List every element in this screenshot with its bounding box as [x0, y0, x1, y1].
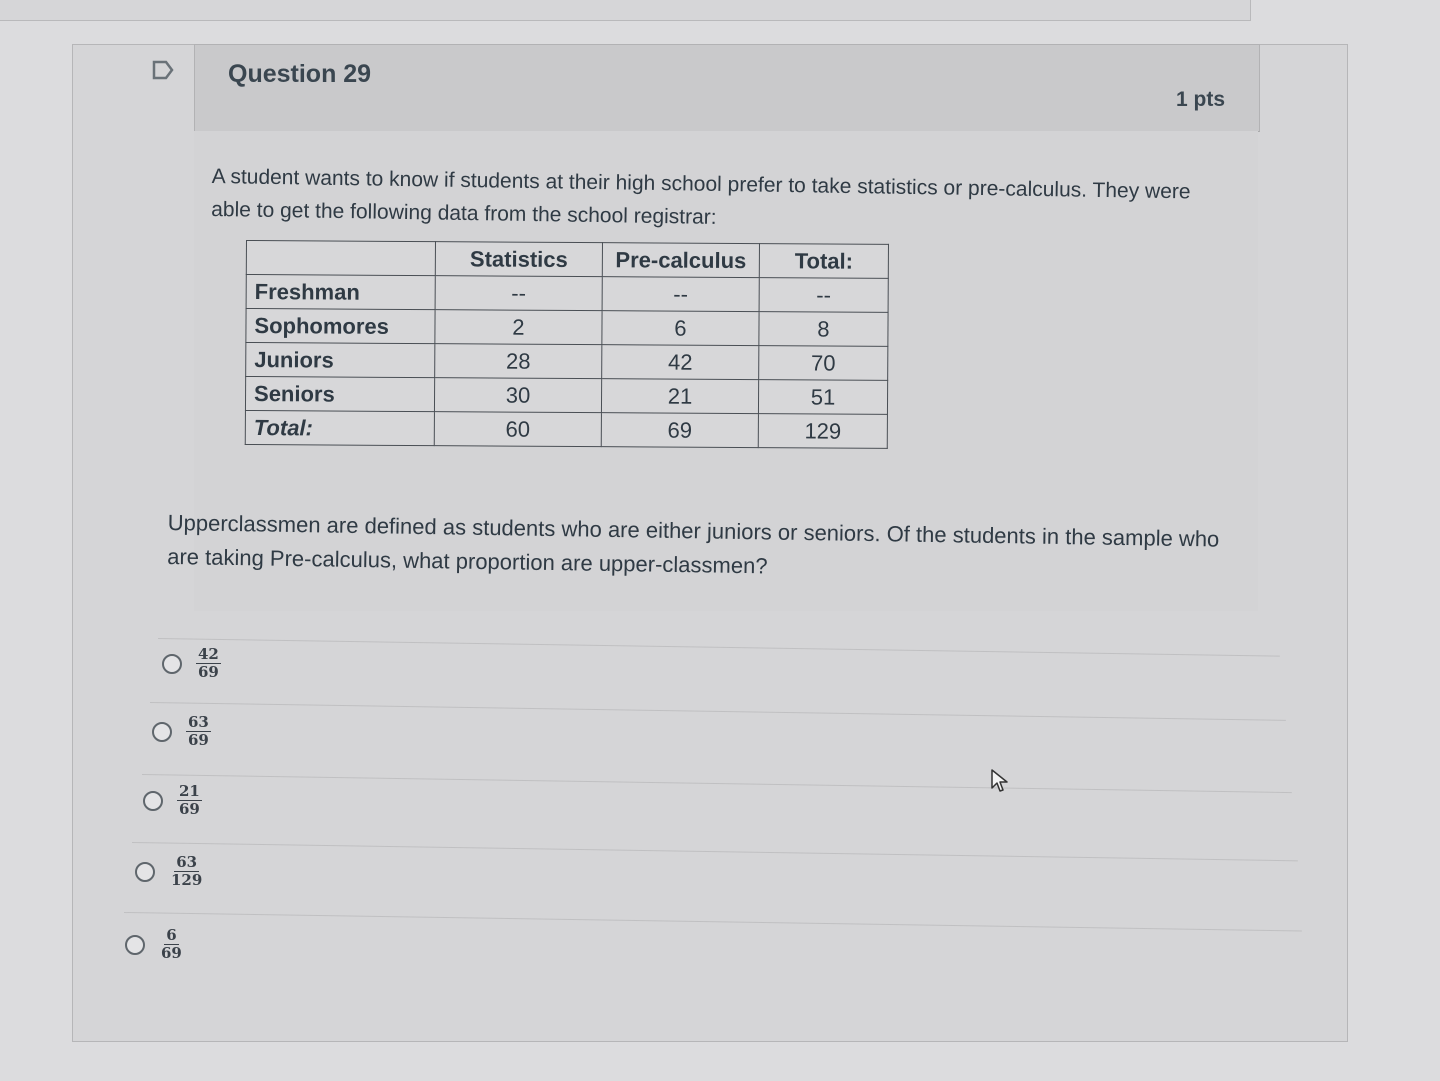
answer-option[interactable]	[135, 854, 204, 889]
fraction-numerator: 42	[198, 645, 219, 663]
fraction-numerator: 6	[166, 926, 177, 944]
radio-unselected-icon[interactable]	[143, 791, 163, 811]
table-cell: 21	[601, 379, 758, 414]
radio-unselected-icon[interactable]	[152, 722, 172, 742]
table-header-cell	[246, 241, 435, 276]
question-prompt-text: Upperclassmen are defined as students who are either juniors or seniors. Of the students in the sample who are taking Pre-calculus, what proportion are upper-classmen?	[167, 509, 1220, 579]
answer-option[interactable]	[125, 927, 184, 962]
fraction-denominator: 69	[198, 663, 219, 681]
table-cell: 70	[759, 346, 888, 381]
fraction-numerator: 63	[188, 713, 209, 731]
table-cell: 42	[602, 345, 759, 380]
answer-fraction	[159, 927, 184, 962]
table-cell: 2	[435, 310, 602, 345]
answer-option[interactable]	[143, 783, 202, 818]
registrar-data-table	[245, 240, 889, 449]
table-row	[246, 309, 888, 347]
fraction-denominator: 69	[179, 800, 200, 818]
answer-option[interactable]	[152, 714, 211, 749]
fraction-denominator: 129	[171, 871, 203, 889]
row-label: Juniors	[246, 343, 435, 378]
question-intro-text: A student wants to know if students at their high school prefer to take statistics or pre-calculus. They were able to get the following data from the school registrar:	[211, 164, 1191, 229]
row-label: Seniors	[245, 377, 434, 412]
radio-unselected-icon[interactable]	[162, 654, 182, 674]
answer-option[interactable]	[162, 646, 221, 681]
answer-fraction	[177, 783, 202, 818]
table-cell: 51	[758, 380, 887, 415]
previous-question-card-edge	[0, 0, 1251, 21]
answer-fraction	[196, 646, 221, 681]
table-cell: 30	[434, 378, 601, 413]
table-cell: --	[602, 277, 759, 312]
radio-unselected-icon[interactable]	[125, 935, 145, 955]
table-header-cell: Pre-calculus	[602, 243, 759, 278]
table-row	[246, 343, 888, 381]
fraction-denominator: 69	[161, 944, 182, 962]
flag-question-icon[interactable]	[152, 58, 174, 82]
answer-fraction	[169, 854, 204, 889]
table-cell: 8	[759, 312, 888, 347]
table-cell: 60	[434, 412, 601, 447]
mouse-pointer-icon	[990, 768, 1010, 794]
table-row	[246, 275, 888, 313]
table-cell: 129	[758, 414, 887, 449]
table-header-row	[246, 241, 888, 279]
table-header-cell: Total:	[759, 244, 888, 279]
row-label: Total:	[245, 410, 434, 445]
question-title: Question 29	[228, 60, 372, 88]
table-header-cell: Statistics	[435, 242, 602, 277]
fraction-numerator: 63	[176, 853, 198, 871]
row-label: Freshman	[246, 275, 435, 310]
radio-unselected-icon[interactable]	[135, 862, 155, 882]
table-row	[245, 377, 887, 415]
table-cell: 6	[602, 311, 759, 346]
row-label: Sophomores	[246, 309, 435, 344]
table-row	[245, 410, 887, 448]
table-cell: 69	[601, 413, 758, 448]
fraction-numerator: 21	[179, 782, 200, 800]
table-cell: --	[435, 276, 602, 311]
fraction-denominator: 69	[188, 731, 209, 749]
answer-fraction	[186, 714, 211, 749]
table-cell: --	[759, 278, 888, 313]
question-points: 1 pts	[1176, 88, 1226, 111]
table-cell: 28	[435, 344, 602, 379]
